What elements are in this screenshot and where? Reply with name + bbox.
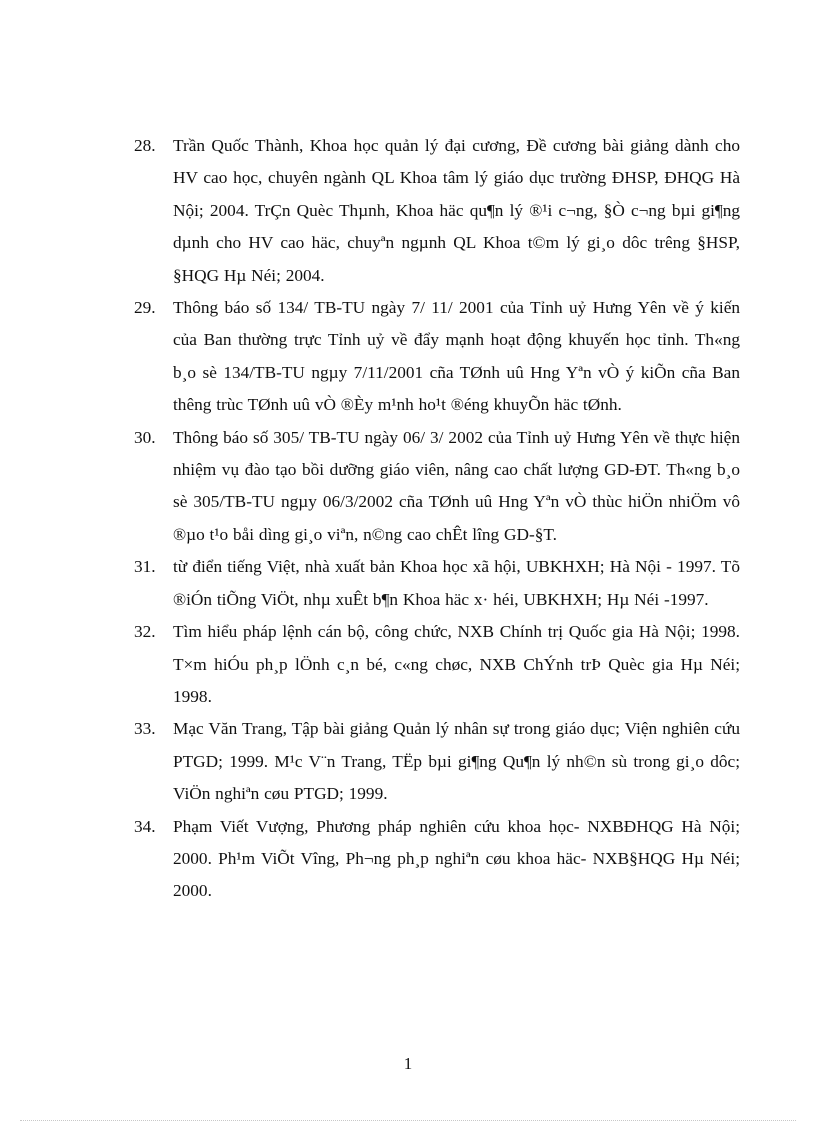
reference-text: Mạc Văn Trang, Tập bài giảng Quản lý nhân sự trong giáo dục; Viện nghiên cứu PTGD; 1999. M¹c V¨n Trang, TËp bµi gi¶ng Qu¶n lý nh©n sù trong gi¸o dôc; ViÖn nghiªn cøu PTGD; 1999. — [173, 719, 740, 804]
page-edge-divider — [20, 1120, 796, 1121]
reference-text: Thông báo số 134/ TB-TU ngày 7/ 11/ 2001 của Tỉnh uỷ Hưng Yên về ý kiến của Ban thường trực Tỉnh uỷ về đẩy mạnh hoạt động khuyến học tỉnh. Th«ng b¸o sè 134/TB-TU ngµy 7/11/2001 cña TØnh uû Hng Yªn vÒ ý kiÕn cña Ban thêng trùc TØnh uû vÒ ®Èy m¹nh ho¹t ®éng khuyÕn häc tØnh. — [173, 298, 740, 415]
reference-item-29 — [134, 292, 740, 422]
reference-number: 29. — [134, 298, 156, 318]
reference-text: Trần Quốc Thành, Khoa học quản lý đại cương, Đề cương bài giảng dành cho HV cao học, chuyên ngành QL Khoa tâm lý giáo dục trường ĐHSP, ĐHQG Hà Nội; 2004. TrÇn Quèc Thµnh, Khoa häc qu¶n lý ®¹i c¬ng, §Ò c¬ng bµi gi¶ng dµnh cho HV cao häc, chuyªn ngµnh QL Khoa t©m lý gi¸o dôc trêng §HSP, §HQG Hµ Néi; 2004. — [173, 136, 740, 285]
reference-number: 31. — [134, 557, 156, 577]
reference-number: 28. — [134, 136, 156, 155]
reference-list — [134, 130, 740, 908]
reference-number: 30. — [134, 427, 156, 447]
reference-item-33 — [134, 713, 740, 810]
reference-text: từ điển tiếng Việt, nhà xuất bản Khoa học xã hội, UBKHXH; Hà Nội - 1997. Tõ ®iÓn tiÕng ViÖt, nhµ xuÊt b¶n Khoa häc x· héi, UBKHXH; Hµ Néi -1997. — [173, 557, 740, 609]
reference-text: Phạm Viết Vượng, Phương pháp nghiên cứu khoa học- NXBĐHQG Hà Nội; 2000. Ph¹m ViÕt Vîng, Ph¬ng ph¸p nghiªn cøu khoa häc- NXB§HQG Hµ Néi; 2000. — [173, 816, 740, 901]
reference-item-30 — [134, 422, 740, 552]
reference-number: 33. — [134, 719, 156, 739]
reference-item-31 — [134, 551, 740, 616]
reference-item-34 — [134, 811, 740, 908]
reference-item-32 — [134, 616, 740, 713]
reference-number: 32. — [134, 622, 156, 642]
reference-number: 34. — [134, 816, 156, 836]
reference-item-28 — [134, 130, 740, 292]
reference-text: Tìm hiểu pháp lệnh cán bộ, công chức, NXB Chính trị Quốc gia Hà Nội; 1998. T×m hiÓu ph¸p lÖnh c¸n bé, c«ng chøc, NXB ChÝnh trÞ Quèc gia Hµ Néi; 1998. — [173, 622, 740, 706]
reference-text: Thông báo số 305/ TB-TU ngày 06/ 3/ 2002 của Tỉnh uỷ Hưng Yên về thực hiện nhiệm vụ đào tạo bồi dưỡng giáo viên, nâng cao chất lượng GD-ĐT. Th«ng b¸o sè 305/TB-TU ngµy 06/3/2002 cña TØnh uû Hng Yªn vÒ thùc hiÖn nhiÖm vô ®µo t¹o båi dìng gi¸o viªn, n©ng cao chÊt lîng GD-§T. — [173, 427, 740, 544]
page-number: 1 — [403, 1054, 413, 1073]
